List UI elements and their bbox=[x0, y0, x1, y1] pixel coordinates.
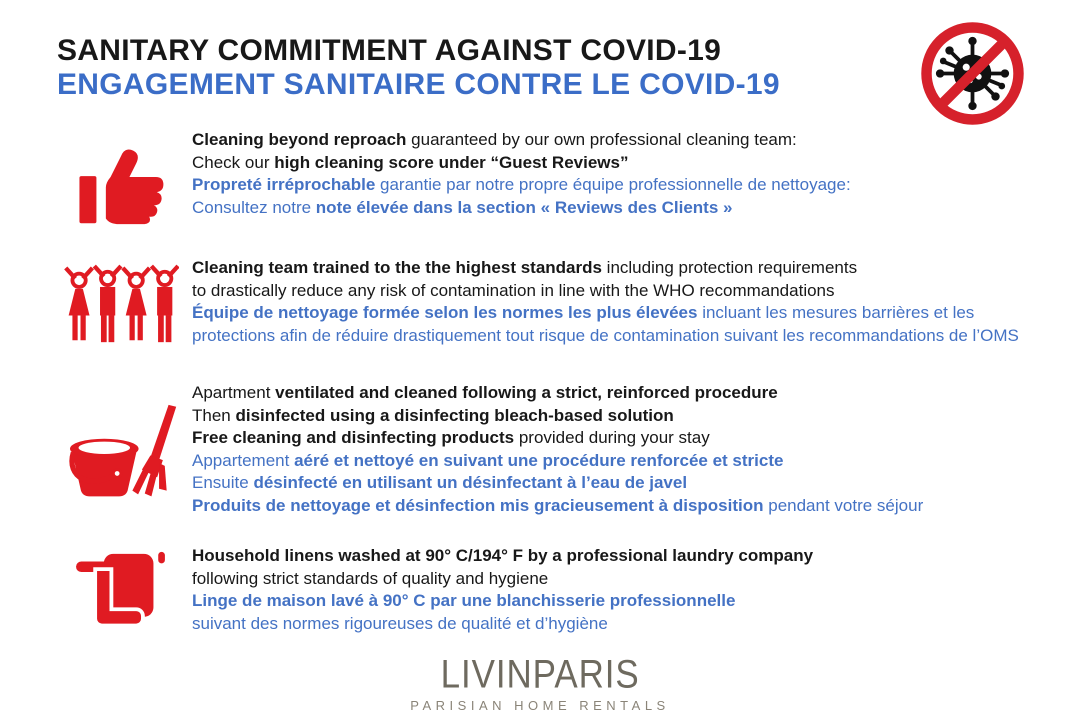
section-cleaning-procedure bbox=[48, 381, 1068, 517]
page-title: SANITARY COMMITMENT AGAINST COVID-19 bbox=[57, 34, 722, 67]
text-line-en: Check our high cleaning score under “Guest Reviews” bbox=[192, 152, 629, 172]
text-line-en: Free cleaning and disinfecting products provided during your stay bbox=[192, 428, 710, 447]
text-line-fr: Propreté irréprochable garantie par notre propre équipe professionnelle de nettoyage: bbox=[192, 175, 851, 194]
brand-tagline: PARISIAN HOME RENTALS bbox=[410, 698, 670, 713]
text-line-fr: Ensuite désinfecté en utilisant un désinfectant à l’eau de javel bbox=[192, 473, 688, 492]
brand-name: LIVINPARIS bbox=[440, 652, 640, 698]
text-line-fr: Équipe de nettoyage formée selon les normes les plus élevées incluant les mesures barrières et les bbox=[192, 303, 975, 322]
text-line-fr: protections afin de réduire drastiquement tout risque de contamination suivant les recommandations de l’OMS bbox=[192, 325, 1019, 345]
text-line-en: Then disinfected using a disinfecting bleach-based solution bbox=[192, 405, 674, 425]
text-line-en: to drastically reduce any risk of contamination in line with the WHO recommandations bbox=[192, 280, 835, 300]
text-line-fr: Consultez notre note élevée dans la section « Reviews des Clients » bbox=[192, 197, 733, 217]
footer-logo bbox=[0, 654, 1080, 713]
page-subtitle-french: ENGAGEMENT SANITAIRE CONTRE LE COVID-19 bbox=[57, 68, 780, 101]
section-text-trained-team bbox=[192, 256, 1068, 347]
section-text-cleaning-score bbox=[192, 128, 1068, 219]
towel-icon bbox=[48, 544, 192, 636]
bucket-broom-icon bbox=[48, 381, 192, 503]
no-virus-icon bbox=[915, 16, 1030, 131]
text-line-en: Apartment ventilated and cleaned following a strict, reinforced procedure bbox=[192, 383, 778, 402]
cleaning-team-icon bbox=[48, 256, 192, 348]
text-line-en: following strict standards of quality and hygiene bbox=[192, 568, 549, 588]
thumbs-up-icon bbox=[48, 128, 192, 227]
section-cleaning-score bbox=[48, 128, 1068, 227]
text-line-en: Cleaning team trained to the the highest standards including protection requirements bbox=[192, 258, 858, 277]
text-line-fr: Linge de maison lavé à 90° C par une blanchisserie professionnelle bbox=[192, 591, 736, 610]
section-trained-team bbox=[48, 256, 1068, 348]
section-linens-laundry bbox=[48, 544, 1068, 636]
text-line-fr: suivant des normes rigoureuses de qualité et d’hygiène bbox=[192, 613, 608, 633]
section-text-cleaning-procedure bbox=[192, 381, 1068, 517]
text-line-en: Cleaning beyond reproach guaranteed by our own professional cleaning team: bbox=[192, 130, 797, 149]
text-line-fr: Appartement aéré et nettoyé en suivant une procédure renforcée et stricte bbox=[192, 450, 784, 470]
text-line-en: Household linens washed at 90° C/194° F by a professional laundry company bbox=[192, 546, 814, 565]
text-line-fr: Produits de nettoyage et désinfection mis gracieusement à disposition pendant votre séjour bbox=[192, 495, 924, 515]
section-text-linens-laundry bbox=[192, 544, 1068, 635]
